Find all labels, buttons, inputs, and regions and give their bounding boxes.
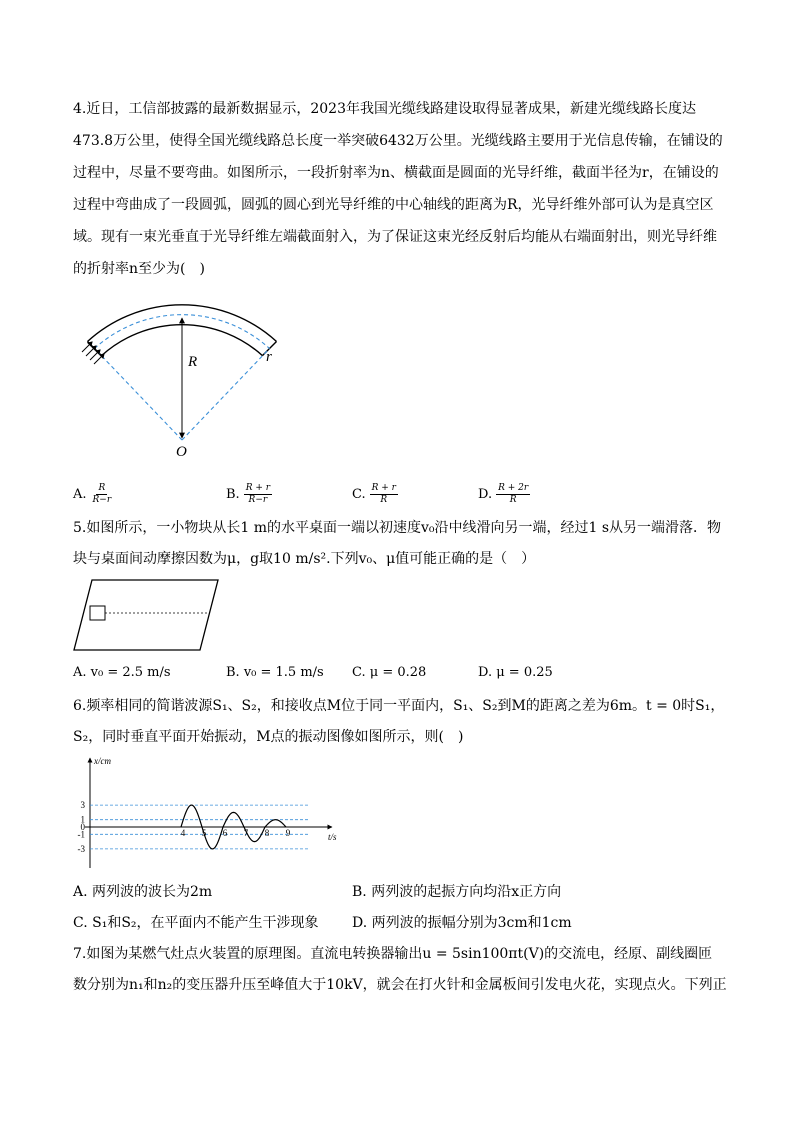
x-tick-label: 4 [180,828,186,838]
small-block [90,606,105,620]
q5-option-d[interactable]: D. μ = 0.25 [478,665,553,680]
y-tick-label: -3 [77,843,85,854]
table-top [74,580,218,650]
q6-line-1: 6.频率相同的简谐波源S₁、S₂，和接收点M位于同一平面内，S₁、S₂到M的距离之差为6m。t = 0时S₁， [73,698,725,714]
q7-line-1: 7.如图为某燃气灶点火装置的原理图。直流电转换器输出u = 5sin100πt(V)的交流电，经原、副线圈匝 [73,946,713,962]
x-tick-label: 6 [222,828,228,838]
vibration-graph [70,752,350,872]
q4-line-1: 4.近日，工信部披露的最新数据显示，2023年我国光缆线路建设取得显著成果，新建光缆线路长度达 [73,101,696,117]
q6-option-a[interactable]: A. 两列波的波长为2m [73,884,213,900]
x-tick-label: 9 [285,828,291,838]
table-block-figure [72,578,222,652]
q5-option-a[interactable]: A. v₀ = 2.5 m/s [73,665,171,680]
q4-option-c[interactable]: C. $\frac{R + r}{R}$ [352,483,396,505]
label-O: O [176,444,187,460]
y-tick-label: -1 [77,829,85,840]
q5-line-1: 5.如图所示，一小物块从长1 m的水平桌面一端以初速度v₀沿中线滑向另一端，经过1 s从另一端滑落．物 [73,520,722,536]
q6-line-2: S₂，同时垂直平面开始振动，M点的振动图像如图所示，则( ) [73,729,464,745]
incident-light-arrows [82,342,104,364]
q7-line-2: 数分别为n₁和n₂的变压器升压至峰值大于10kV，就会在打火针和金属板间引发电火花，实现点火。下列正 [73,977,727,993]
label-r: r [266,349,272,365]
q4-line-6: 的折射率n至少为( ) [73,261,205,277]
x-tick-label: 7 [243,828,249,838]
y-tick-label: 0 [80,822,85,832]
y-tick-label: 1 [80,814,85,825]
q6-option-b[interactable]: B. 两列波的起振方向均沿x正方向 [352,884,562,900]
q4-option-b[interactable]: B. $\frac{R + r}{R-r}$ [226,483,271,505]
y-tick-label: 3 [80,800,85,811]
x-tick-label: 8 [264,828,270,838]
q5-line-2: 块与桌面间动摩擦因数为μ，g取10 m/s².下列v₀、μ值可能正确的是（ ） [73,551,536,567]
q4-option-a[interactable]: A. $\frac{R}{R-r}$ [73,483,112,505]
q4-line-3: 过程中，尽量不要弯曲。如图所示，一段折射率为n、横截面是圆面的光导纤维，截面半径为r，在铺设的 [73,165,719,181]
x-axis-label: t/s [328,832,337,842]
q6-option-d[interactable]: D. 两列波的振幅分别为3cm和1cm [352,915,572,931]
q4-option-d[interactable]: D. $\frac{R + 2r}{R}$ [478,483,529,505]
fiber-bend-figure [70,292,290,462]
q4-line-4: 过程中弯曲成了一段圆弧，圆弧的圆心到光导纤维的中心轴线的距离为R，光导纤维外部可认为是真空区 [73,197,714,213]
q4-line-5: 域。现有一束光垂直于光导纤维左端截面射入，为了保证这束光经反射后均能从右端面射出，则光导纤维 [73,229,717,245]
q5-option-c[interactable]: C. μ = 0.28 [352,665,427,680]
q5-option-b[interactable]: B. v₀ = 1.5 m/s [226,665,324,680]
y-axis-label: x/cm [94,756,111,766]
q6-option-c[interactable]: C. S₁和S₂，在平面内不能产生干涉现象 [73,915,319,931]
x-tick-label: 5 [201,828,207,838]
q4-line-2: 473.8万公里，使得全国光缆线路总长度一举突破6432万公里。光缆线路主要用于光信息传输，在铺设的 [73,133,723,149]
label-R: R [188,354,198,370]
radius-left [95,349,183,441]
